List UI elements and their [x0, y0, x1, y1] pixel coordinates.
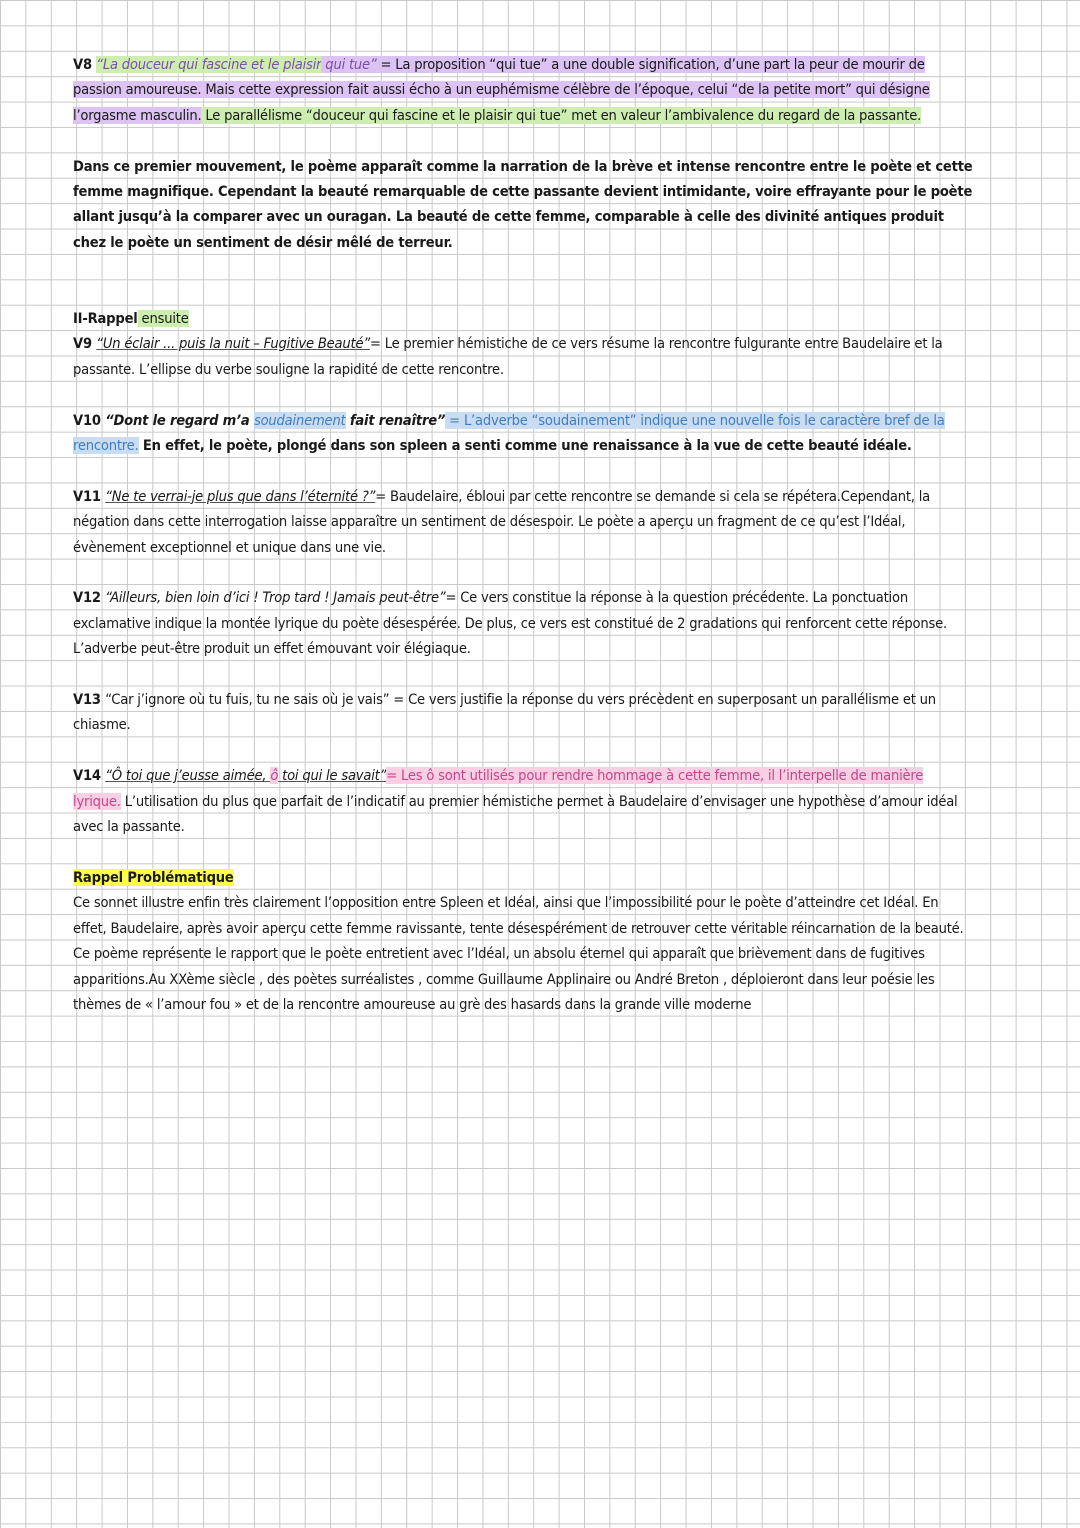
- verse-quote-end: fait renaître”: [345, 411, 446, 429]
- verse-label: V8: [73, 56, 97, 73]
- verse-quote: “Car j’ignore où tu fuis, tu ne sais où je vais”: [105, 691, 390, 709]
- verse-quote-end: qui tue”: [321, 56, 377, 73]
- rappel-paragraph: Ce sonnet illustre enfin très clairement l’opposition entre Spleen et Idéal, ainsi que l’impossibilité pour le poète d’atteindre cet Idéal. En effet, Baudelaire, après avoir aperçu cette femme ravissante, tente désespérément de retrouver cette véritable réincarnation de la beauté. Ce poème représente le rapport que le poète entretient avec l’Idéal, un absolu éternel qui apparaît que brièvement dans de fugitives apparitions.Au XXème siècle , des poètes surréalistes , comme Guillaume Applinaire ou André Breton , déploieront dans leur poésie les thèmes de « l’amour fou » et de la rencontre amoureuse au grè des hasards dans la grande ville moderne: [73, 894, 964, 1013]
- verse-label: V10: [73, 411, 106, 429]
- analysis-text: = Le premier hémistiche de ce vers résume la rencontre fulgurante entre Baudelaire et la passante. L’ellipse du verbe souligne la rapidité de cette rencontre.: [73, 335, 943, 378]
- analysis-text: = Ce vers justifie la réponse du vers précèdent en superposant un parallélisme et un chiasme.: [73, 691, 936, 734]
- analysis-text: = Les ô sont utilisés pour rendre hommage à cette femme, il l’interpelle de manière lyrique.: [73, 767, 924, 810]
- analysis-text: = La proposition “qui tue” a une double signification, d’une part la peur de mourir de passion amoureuse. Mais cette expression fait aussi écho à un euphémisme célèbre de l’époque, celui “de la petite mort” qui désigne l’orgasme masculin.: [73, 56, 930, 124]
- verse-label: V9: [73, 335, 97, 353]
- analysis-text: = Ce vers constitue la réponse à la question précédente. La ponctuation exclamative indique la montée lyrique du poète désespérée. De plus, ce vers est constitué de 2 gradations qui renforcent cette réponse. L’adverbe peut-être produit un effet émouvant voir élégiaque.: [73, 589, 947, 658]
- section-title-highlight: ensuite: [137, 310, 189, 328]
- section-title: II-Rappel: [73, 310, 138, 328]
- rappel-heading: [73, 865, 973, 890]
- analysis-text-2: En effet, le poète, plongé dans son spleen a senti comme une renaissance à la vue de cette beauté idéale.: [138, 437, 912, 455]
- paragraph-v13: [73, 687, 973, 738]
- section-heading: [73, 306, 973, 331]
- paragraph-v9: [73, 331, 973, 382]
- notes-page: [73, 52, 973, 1017]
- verse-quote-highlight: ô: [270, 767, 279, 785]
- analysis-text-2: Le parallélisme “douceur qui fascine et le plaisir qui tue” met en valeur l’ambivalence du regard de la passante.: [201, 106, 922, 124]
- verse-quote: “Ailleurs, bien loin d’ici ! Trop tard ! Jamais peut-être”: [105, 589, 446, 607]
- verse-label: V13: [73, 691, 106, 709]
- paragraph-v8: [73, 52, 973, 128]
- paragraph-conclusion-movement: Dans ce premier mouvement, le poème apparaît comme la narration de la brève et intense rencontre entre le poète et cette femme magnifique. Cependant la beauté remarquable de cette passante devient intimidante, voire effrayante pour le poète allant jusqu’à la comparer avec un ouragan. La beauté de cette femme, comparable à celle des divinité antiques produit chez le poète un sentiment de désir mêlé de terreur.: [73, 157, 973, 251]
- analysis-text: = Baudelaire, ébloui par cette rencontre se demande si cela se répétera.Cependant, la négation dans cette interrogation laisse apparaître un sentiment de désespoir. Le poète a aperçu un fragment de ce qu’est l’Idéal, évènement exceptionnel et unique dans une vie.: [73, 487, 931, 556]
- paragraph-v10: [73, 408, 973, 459]
- verse-label: V11: [73, 487, 106, 505]
- verse-label: V12: [73, 589, 106, 607]
- analysis-text-2: L’utilisation du plus que parfait de l’indicatif au premier hémistiche permet à Baudelaire d’envisager une hypothèse d’amour idéal avec la passante.: [73, 792, 958, 836]
- verse-label: V14: [73, 767, 106, 785]
- analysis-text: = L’adverbe “soudainement” indique une nouvelle fois le caractère bref de la rencontre.: [73, 411, 945, 455]
- verse-quote-highlight: soudainement: [253, 411, 346, 429]
- paragraph-v12: [73, 585, 973, 661]
- verse-quote: “Dont le regard m’a: [105, 411, 254, 429]
- verse-quote: “Ne te verrai-je plus que dans l’éternité ?”: [105, 487, 376, 505]
- verse-quote: “La douceur qui fascine et le plaisir: [96, 56, 322, 73]
- paragraph-v11: [73, 484, 973, 560]
- rappel-title: Rappel Problématique: [73, 868, 234, 886]
- paragraph-v14: [73, 763, 973, 839]
- verse-quote-end: toi qui le savait”: [278, 767, 387, 785]
- verse-quote: “Ô toi que j’eusse aimée,: [105, 767, 271, 785]
- verse-quote: “Un éclair ... puis la nuit – Fugitive Beauté”: [96, 335, 370, 353]
